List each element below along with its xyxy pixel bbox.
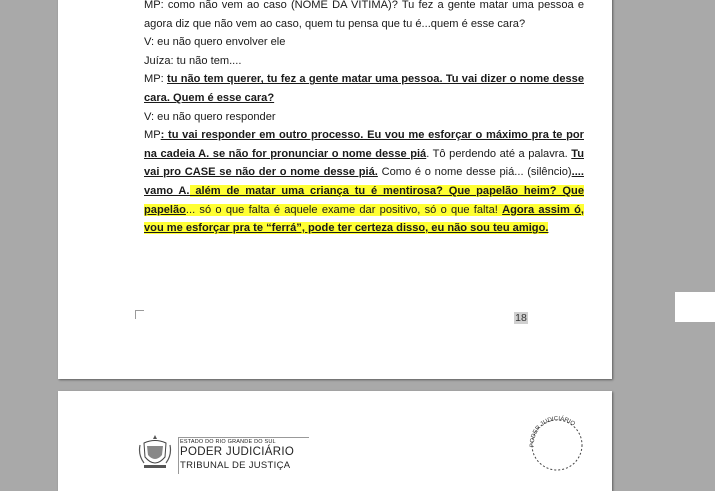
letterhead-org: PODER JUDICIÁRIO bbox=[180, 446, 295, 458]
stamp-text: PODER JUDICIÁRIO bbox=[529, 416, 576, 448]
bold-underlined-text: Tu vai pro CASE se não der o nome desse piá. bbox=[144, 147, 584, 179]
letterhead-court: TRIBUNAL DE JUSTIÇA bbox=[180, 460, 291, 471]
paragraph-mp-threat bbox=[144, 126, 584, 238]
paragraph-mp-demand bbox=[144, 70, 584, 107]
plain-text: . Tô perdendo até a palavra. bbox=[426, 147, 572, 160]
coat-of-arms-icon bbox=[138, 433, 172, 471]
plain-text: Como é o nome desse piá... (silêncio) bbox=[377, 166, 572, 179]
speaker-label: MP: bbox=[144, 73, 167, 86]
bold-underlined-text: tu não tem querer, tu fez a gente matar uma pessoa. Tu vai dizer o nome desse cara. Quem é esse cara? bbox=[144, 73, 585, 104]
highlighted-text: ... só o que falta é aquele exame dar positivo, só o que falta! bbox=[185, 203, 503, 216]
side-panel bbox=[675, 292, 715, 322]
bold-underlined-text: vamo A. bbox=[144, 184, 190, 197]
transcript-text bbox=[144, 0, 584, 238]
bold-underlined-text: : tu vai responder em outro processo. Eu vou me esforçar o máximo pra te por na cadeia A. se não for pronunciar o nome desse piá bbox=[144, 129, 584, 160]
document-page-next bbox=[58, 391, 612, 491]
paragraph-v-answer: V: eu não quero envolver ele bbox=[144, 36, 286, 49]
judiciary-stamp-icon bbox=[524, 407, 590, 473]
document-page-18 bbox=[58, 0, 612, 379]
paragraph-mp-question: MP: como não vem ao caso (NOME DA VÍTIMA)? Tu fez a gente matar uma pessoa e agora diz que não vem ao caso, quem tu pensa que tu é...quem é esse cara? bbox=[144, 0, 584, 30]
speaker-label: MP bbox=[144, 129, 161, 142]
bold-underlined-text: .... bbox=[571, 166, 584, 179]
letterhead-state: ESTADO DO RIO GRANDE DO SUL bbox=[180, 439, 276, 445]
highlighted-text: Agora assim ó, vou me esforçar pra te “ferrá”, pode ter certeza disso, eu não sou teu amigo. bbox=[144, 203, 584, 235]
highlighted-text: além de matar uma criança tu é mentirosa? Que papelão heim? Que papelão bbox=[144, 184, 584, 216]
page-number: 18 bbox=[515, 312, 527, 324]
paragraph-judge: Juíza: tu não tem.... bbox=[144, 54, 242, 67]
paragraph-v-refusal: V: eu não quero responder bbox=[144, 110, 276, 123]
margin-corner-mark bbox=[135, 310, 144, 319]
